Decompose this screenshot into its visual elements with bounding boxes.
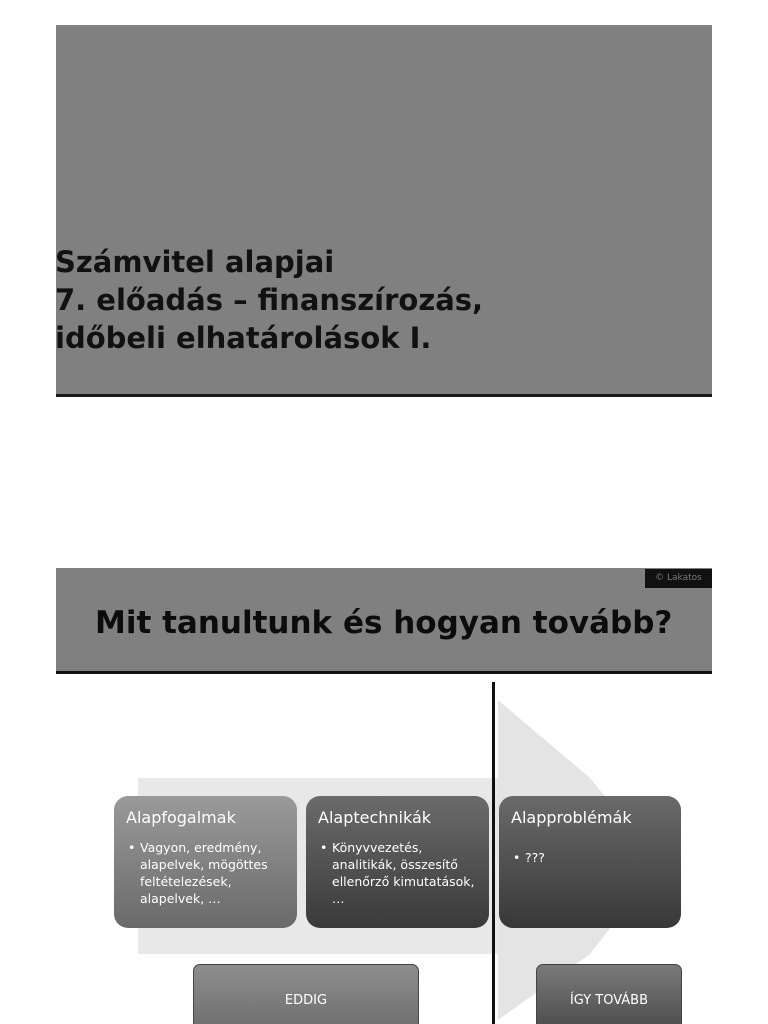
box-title: Alaptechnikák: [318, 808, 432, 827]
timeline-divider: [492, 682, 495, 1024]
bullet-item: • Könyvvezetés, analitikák, összesítő ellenőrző kimutatások, …: [318, 839, 477, 907]
slide-1-title-line-3: időbeli elhatárolások I.: [55, 321, 432, 355]
slide-1-title-line-1: Számvitel alapjai: [55, 245, 335, 279]
box-alaptechnikak: [306, 796, 489, 928]
slide-2-title: Mit tanultunk és hogyan tovább?: [95, 605, 673, 641]
box-bullets: [511, 849, 669, 866]
bullet-item: • ???: [511, 849, 669, 866]
box-title: Alapfogalmak: [126, 808, 236, 827]
copyright-badge: © Lakatos: [645, 569, 712, 588]
slide-1-divider: [56, 394, 712, 397]
slide-1-title-line-2: 7. előadás – finanszírozás,: [55, 283, 484, 317]
eddig-label: EDDIG: [193, 964, 419, 1024]
slide-1-title: [55, 243, 483, 357]
box-bullets: [126, 839, 285, 907]
box-alapproblemak: [499, 796, 681, 928]
bullet-item: • Vagyon, eredmény, alapelvek, mögöttes feltételezések, alapelvek, …: [126, 839, 285, 907]
box-bullets: [318, 839, 477, 907]
box-alapfogalmak: [114, 796, 297, 928]
box-title: Alapproblémák: [511, 808, 632, 827]
igy-tovabb-label: ÍGY TOVÁBB: [536, 964, 682, 1024]
